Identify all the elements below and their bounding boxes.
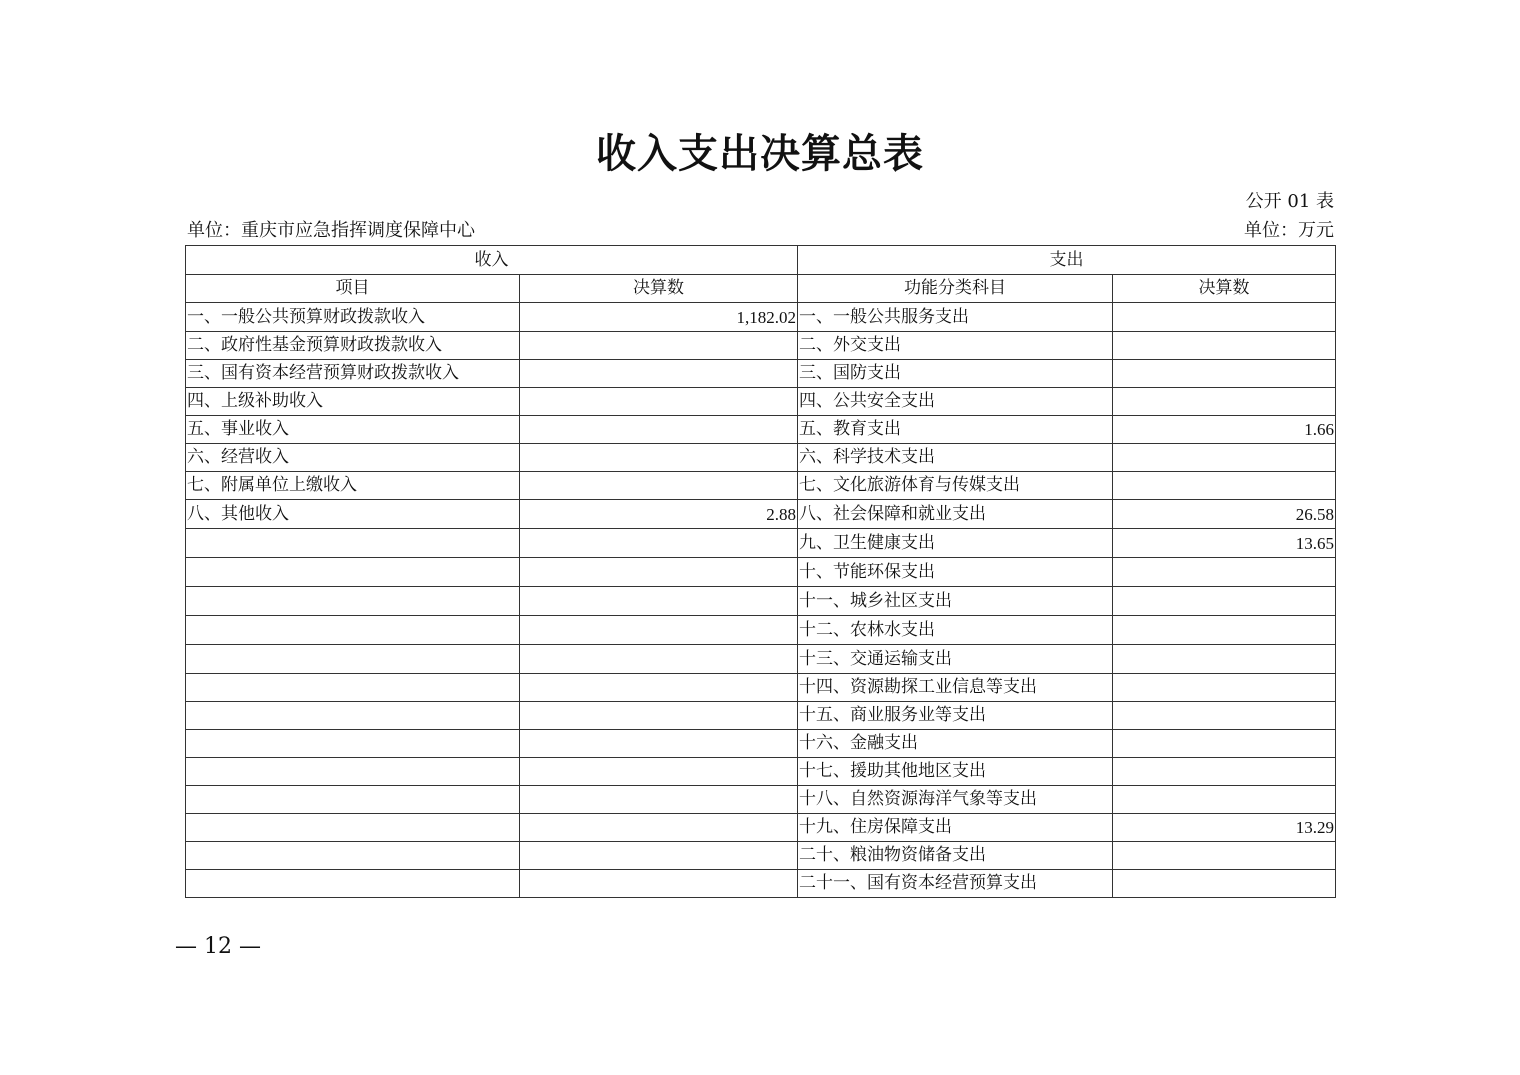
income-item-cell: 三、国有资本经营预算财政拨款收入 [186,360,520,388]
table-group-header-row [186,246,1336,275]
expense-item-cell: 十三、交通运输支出 [798,645,1113,674]
expense-item-cell: 三、国防支出 [798,360,1113,388]
income-amount-cell [520,616,798,645]
table-row [186,360,1336,388]
expense-amount-cell: 13.29 [1113,814,1336,842]
expense-amount-cell [1113,558,1336,587]
table-row [186,332,1336,360]
expense-amount-cell [1113,730,1336,758]
expense-item-cell: 十六、金融支出 [798,730,1113,758]
expense-item-cell: 九、卫生健康支出 [798,529,1113,558]
expense-amount-cell [1113,332,1336,360]
income-amount-cell [520,702,798,730]
income-item-cell: 二、政府性基金预算财政拨款收入 [186,332,520,360]
income-expense-table [185,245,1336,898]
expense-item-cell: 二、外交支出 [798,332,1113,360]
expense-amount-cell [1113,616,1336,645]
income-item-cell: 六、经营收入 [186,444,520,472]
expense-amount-cell: 13.65 [1113,529,1336,558]
expense-item-cell: 十、节能环保支出 [798,558,1113,587]
table-row [186,388,1336,416]
income-amount-cell [520,786,798,814]
income-amount-cell [520,529,798,558]
expense-item-cell: 十七、援助其他地区支出 [798,758,1113,786]
income-item-cell [186,842,520,870]
expense-amount-cell [1113,702,1336,730]
income-item-cell [186,645,520,674]
expense-amount-cell [1113,870,1336,898]
expense-item-cell: 十九、住房保障支出 [798,814,1113,842]
table-row [186,500,1336,529]
expense-amount-cell: 26.58 [1113,500,1336,529]
income-amount-cell [520,730,798,758]
expense-item-cell: 十八、自然资源海洋气象等支出 [798,786,1113,814]
expense-amount-cell: 1.66 [1113,416,1336,444]
income-amount-cell: 1,182.02 [520,303,798,332]
expense-amount-cell [1113,388,1336,416]
unit-currency: 单位：万元 [1244,220,1334,241]
income-amount-cell [520,842,798,870]
income-item-cell: 四、上级补助收入 [186,388,520,416]
table-row [186,303,1336,332]
table-row [186,870,1336,898]
expense-item-cell: 二十、粮油物资储备支出 [798,842,1113,870]
income-item-cell [186,870,520,898]
expense-item-cell: 十二、农林水支出 [798,616,1113,645]
expense-amount-cell [1113,303,1336,332]
income-item-header: 项目 [186,275,520,303]
income-amount-cell [520,758,798,786]
income-item-cell: 一、一般公共预算财政拨款收入 [186,303,520,332]
income-item-cell [186,730,520,758]
income-item-cell: 七、附属单位上缴收入 [186,472,520,500]
table-row [186,702,1336,730]
income-group-header: 收入 [186,246,798,275]
income-item-cell [186,616,520,645]
income-amount-cell [520,814,798,842]
income-amount-cell [520,587,798,616]
page-title: 收入支出决算总表 [596,130,924,177]
income-amount-header: 决算数 [520,275,798,303]
expense-item-cell: 八、社会保障和就业支出 [798,500,1113,529]
expense-amount-cell [1113,645,1336,674]
expense-item-header: 功能分类科目 [798,275,1113,303]
expense-item-cell: 七、文化旅游体育与传媒支出 [798,472,1113,500]
expense-amount-cell [1113,674,1336,702]
expense-amount-cell [1113,444,1336,472]
expense-amount-cell [1113,587,1336,616]
income-item-cell [186,758,520,786]
table-row [186,616,1336,645]
income-item-cell [186,814,520,842]
expense-item-cell: 十五、商业服务业等支出 [798,702,1113,730]
table-column-header-row [186,275,1336,303]
expense-item-cell: 六、科学技术支出 [798,444,1113,472]
table-row [186,472,1336,500]
income-amount-cell [520,388,798,416]
table-number: 公开 01 表 [1245,191,1334,212]
table-row [186,558,1336,587]
expense-item-cell: 十一、城乡社区支出 [798,587,1113,616]
table-row [186,645,1336,674]
income-item-cell [186,587,520,616]
expense-amount-cell [1113,472,1336,500]
income-item-cell [186,529,520,558]
table-row [186,674,1336,702]
expense-item-cell: 五、教育支出 [798,416,1113,444]
income-amount-cell: 2.88 [520,500,798,529]
income-item-cell [186,558,520,587]
table-row [186,814,1336,842]
expense-amount-cell [1113,786,1336,814]
expense-item-cell: 四、公共安全支出 [798,388,1113,416]
page-number: — 12 — [175,934,261,959]
income-item-cell [186,674,520,702]
income-amount-cell [520,416,798,444]
table-row [186,416,1336,444]
expense-amount-cell [1113,360,1336,388]
unit-organization: 单位：重庆市应急指挥调度保障中心 [187,220,475,241]
income-amount-cell [520,332,798,360]
expense-item-cell: 十四、资源勘探工业信息等支出 [798,674,1113,702]
expense-item-cell: 一、一般公共服务支出 [798,303,1113,332]
table-row [186,444,1336,472]
income-amount-cell [520,444,798,472]
table-row [186,730,1336,758]
table-row [186,842,1336,870]
table-row [186,786,1336,814]
expense-amount-header: 决算数 [1113,275,1336,303]
expense-group-header: 支出 [798,246,1336,275]
expense-amount-cell [1113,758,1336,786]
income-amount-cell [520,674,798,702]
income-item-cell: 五、事业收入 [186,416,520,444]
table-row [186,587,1336,616]
expense-item-cell: 二十一、国有资本经营预算支出 [798,870,1113,898]
income-amount-cell [520,472,798,500]
table-row [186,529,1336,558]
income-amount-cell [520,360,798,388]
income-item-cell: 八、其他收入 [186,500,520,529]
income-item-cell [186,786,520,814]
table-row [186,758,1336,786]
expense-amount-cell [1113,842,1336,870]
income-amount-cell [520,870,798,898]
income-item-cell [186,702,520,730]
income-amount-cell [520,645,798,674]
income-amount-cell [520,558,798,587]
